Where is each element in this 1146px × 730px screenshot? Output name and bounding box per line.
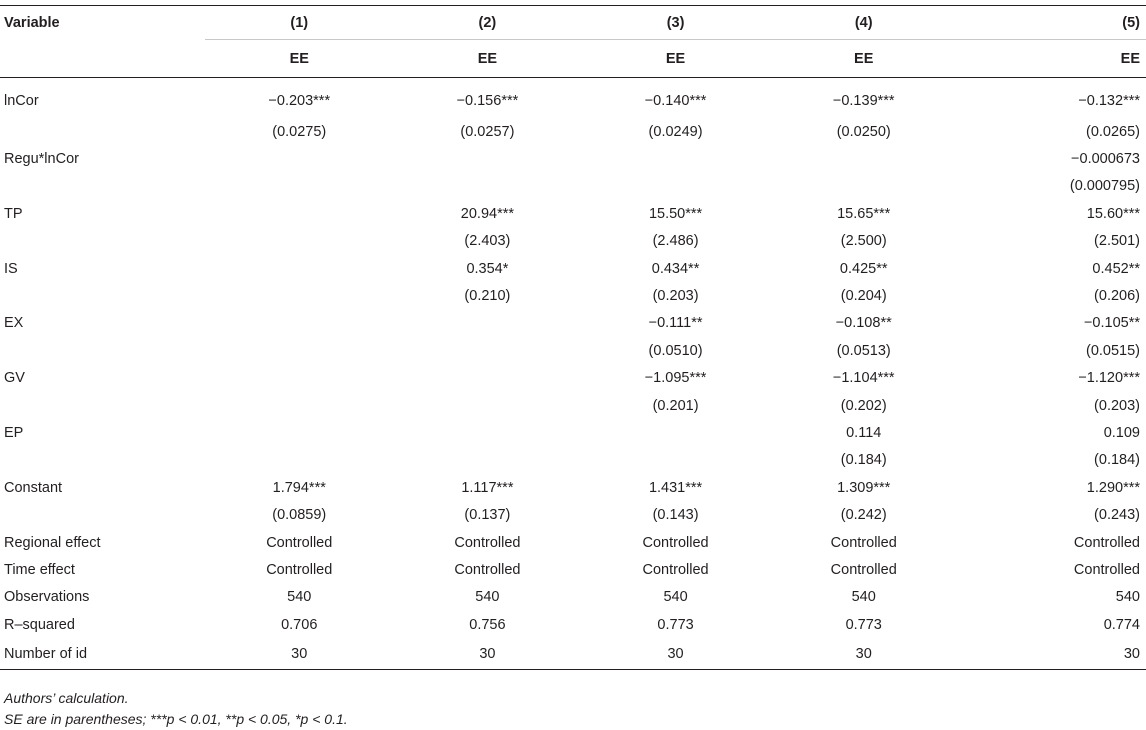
table-cell (205, 447, 393, 474)
table-cell: 15.50*** (648, 205, 703, 222)
table-cell: 15.60*** (1086, 205, 1140, 222)
row-label: Time effect (4, 561, 75, 578)
table-cell: −0.156*** (456, 93, 519, 109)
column-header-2: (2) (393, 6, 581, 40)
table-cell (393, 310, 581, 337)
row-label (0, 228, 205, 255)
table-row (0, 337, 1146, 364)
table-cell: 30 (393, 638, 581, 670)
table-cell: −0.139*** (832, 93, 895, 109)
table-cell: Controlled (830, 561, 897, 578)
row-label (0, 118, 205, 145)
table-cell: 0.434** (651, 260, 700, 277)
table-cell (770, 173, 958, 200)
table-header (0, 6, 1146, 78)
table-cell (205, 173, 393, 200)
table-cell (205, 419, 393, 446)
table-cell: 30 (205, 638, 393, 670)
table-cell (205, 145, 393, 172)
header-spacer (0, 40, 205, 78)
table-cell: (0.0515) (1085, 342, 1140, 359)
row-label (0, 282, 205, 309)
table-row (0, 529, 1146, 556)
table-row (0, 200, 1146, 227)
table-body (0, 78, 1146, 670)
table-cell: 0.354* (466, 260, 509, 277)
table-cell (581, 173, 769, 200)
table-cell: −0.111** (648, 315, 703, 332)
table-row (0, 419, 1146, 446)
table-cell: (0.210) (464, 288, 511, 305)
row-label: Regional effect (4, 534, 101, 551)
dependent-header-3: EE (581, 40, 769, 78)
row-label (0, 173, 205, 200)
table-cell: −0.000673 (1071, 151, 1140, 168)
table-cell: 0.756 (469, 616, 506, 633)
table-cell: −0.140*** (644, 93, 707, 109)
table-cell (205, 392, 393, 419)
table-row (0, 118, 1146, 145)
table-row (0, 638, 1146, 670)
table-cell (205, 200, 393, 227)
row-label (0, 392, 205, 419)
table-cell: Controlled (454, 561, 521, 578)
table-cell: Controlled (454, 534, 521, 551)
table-cell: Controlled (266, 561, 333, 578)
row-label: TP (4, 205, 23, 222)
table-cell: 1.431*** (648, 479, 703, 496)
table-cell: 540 (287, 589, 312, 606)
table-cell: 0.109 (1103, 424, 1140, 441)
dependent-header-1: EE (205, 40, 393, 78)
table-cell: (0.0257) (460, 123, 515, 140)
table-cell (393, 419, 581, 446)
table-cell: (0.0275) (272, 123, 327, 140)
table-cell: 0.425** (839, 260, 888, 277)
table-cell (770, 145, 958, 172)
table-cell: 0.774 (1103, 616, 1140, 633)
table-cell: 1.794*** (272, 479, 326, 496)
table-cell: Controlled (642, 561, 709, 578)
table-cell: (2.500) (840, 233, 887, 250)
row-label (0, 337, 205, 364)
table-cell: −1.095*** (644, 370, 707, 387)
table-row (0, 282, 1146, 309)
row-label: R–squared (4, 616, 75, 633)
table-cell: Controlled (1073, 534, 1140, 551)
column-header-1: (1) (205, 6, 393, 40)
row-label (0, 501, 205, 528)
table-cell: 1.290*** (1086, 479, 1140, 496)
note-source: Authors’ calculation. (4, 690, 129, 706)
table-row (0, 145, 1146, 172)
column-number-row (0, 6, 1146, 40)
table-row (0, 556, 1146, 583)
table-cell: 0.706 (281, 616, 318, 633)
table-cell: (0.000795) (1069, 178, 1140, 195)
table-cell: Controlled (830, 534, 897, 551)
table-cell: 540 (663, 589, 688, 606)
table-cell: Controlled (266, 534, 333, 551)
table-row (0, 447, 1146, 474)
table-cell (205, 255, 393, 282)
row-label: EP (4, 424, 24, 441)
table-cell: (0.184) (840, 452, 887, 469)
table-cell: −1.120*** (1078, 370, 1140, 387)
table-cell: (2.403) (464, 233, 511, 250)
table-cell: (0.137) (464, 507, 511, 524)
table-notes (4, 688, 348, 730)
table-cell (581, 145, 769, 172)
table-cell: (0.203) (652, 288, 699, 305)
table-cell: Controlled (1073, 561, 1140, 578)
table-row (0, 78, 1146, 119)
row-label: Constant (4, 479, 63, 496)
table-cell: 0.773 (657, 616, 694, 633)
table-cell (393, 145, 581, 172)
table-cell: (2.486) (652, 233, 699, 250)
table-cell (393, 173, 581, 200)
table-cell: (0.0513) (836, 342, 891, 359)
table-cell: (0.143) (652, 507, 699, 524)
table-cell: 1.117*** (461, 479, 514, 496)
table-row (0, 173, 1146, 200)
regression-table (0, 5, 1146, 670)
table-cell: 0.773 (845, 616, 882, 633)
table-cell: (2.501) (1094, 233, 1140, 250)
table-row (0, 255, 1146, 282)
table-cell: (0.202) (840, 397, 887, 414)
row-label: EX (4, 315, 24, 332)
dependent-header-5: EE (958, 40, 1146, 78)
table-cell (393, 337, 581, 364)
table-cell: (0.0859) (272, 507, 327, 524)
table-row (0, 392, 1146, 419)
table-cell: (0.0250) (836, 123, 891, 140)
table-cell: 540 (475, 589, 500, 606)
table-cell: 30 (770, 638, 958, 670)
table-cell (205, 310, 393, 337)
table-row (0, 611, 1146, 638)
table-row (0, 228, 1146, 255)
row-label: GV (4, 370, 25, 387)
table-cell: 540 (1115, 589, 1140, 606)
table-cell: −0.132*** (1078, 93, 1140, 109)
note-significance: SE are in parentheses; ***p < 0.01, **p < 0.05, *p < 0.1. (4, 711, 348, 727)
table-cell (205, 337, 393, 364)
table-cell (581, 419, 769, 446)
table-cell (393, 365, 581, 392)
column-header-4: (4) (770, 6, 958, 40)
column-header-3: (3) (581, 6, 769, 40)
table-row (0, 310, 1146, 337)
table-row (0, 501, 1146, 528)
row-label (0, 447, 205, 474)
dependent-header-4: EE (770, 40, 958, 78)
table-cell (205, 365, 393, 392)
table-row (0, 365, 1146, 392)
table-cell: (0.243) (1094, 507, 1140, 524)
table-cell (581, 447, 769, 474)
table-cell: (0.203) (1094, 397, 1140, 414)
table-cell: (0.0249) (648, 123, 703, 140)
table-cell: (0.0265) (1085, 123, 1140, 140)
table-cell: 30 (581, 638, 769, 670)
table-cell: 15.65*** (837, 205, 891, 222)
table-row (0, 474, 1146, 501)
table-cell: 0.114 (846, 424, 882, 441)
table-cell (205, 228, 393, 255)
table-cell: (0.242) (840, 507, 887, 524)
table-cell (205, 282, 393, 309)
table-cell: 20.94*** (460, 205, 515, 222)
table-cell: 30 (958, 638, 1146, 670)
table-cell: (0.206) (1094, 288, 1140, 305)
table-row (0, 584, 1146, 611)
table-cell (393, 447, 581, 474)
table-cell: 0.452** (1092, 260, 1140, 277)
table-cell: (0.201) (652, 397, 699, 414)
table-cell: −0.105** (1083, 315, 1140, 332)
dependent-header-2: EE (393, 40, 581, 78)
row-label: Number of id (0, 638, 205, 670)
row-label: Regu*lnCor (4, 151, 79, 168)
dependent-variable-row (0, 40, 1146, 78)
table-cell: Controlled (642, 534, 709, 551)
variable-header: Variable (0, 6, 205, 40)
row-label: Observations (4, 589, 90, 606)
table-cell: (0.184) (1094, 452, 1140, 469)
table-cell (393, 392, 581, 419)
table-cell: −0.108** (835, 315, 892, 332)
row-label: IS (4, 260, 18, 277)
table-cell: (0.204) (840, 288, 887, 305)
row-label: lnCor (4, 93, 39, 109)
table-cell: −1.104*** (832, 370, 895, 387)
table-cell: −0.203*** (268, 93, 331, 109)
table-cell: 1.309*** (837, 479, 891, 496)
table-cell: (0.0510) (648, 342, 703, 359)
table-cell: 540 (851, 589, 876, 606)
column-header-5: (5) (958, 6, 1146, 40)
